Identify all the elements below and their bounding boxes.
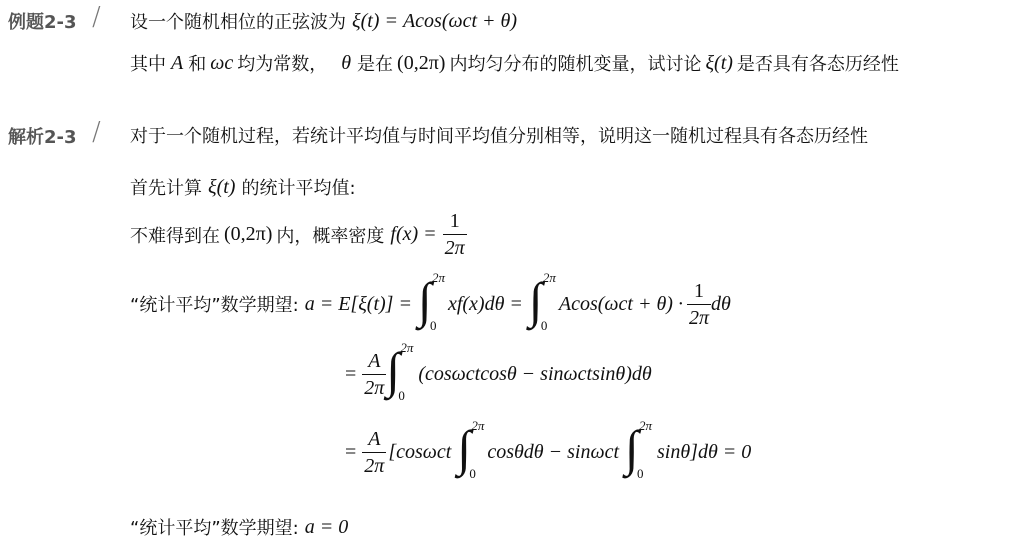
density-fraction-num: 1 bbox=[449, 210, 460, 232]
example-line-1-text: 设一个随机相位的正弦波为 bbox=[130, 12, 346, 33]
solution-line-3 bbox=[130, 210, 467, 259]
equation-3-eq: = bbox=[345, 440, 357, 463]
integral-1-lower: 0 bbox=[429, 318, 437, 333]
solution-line-2 bbox=[130, 174, 356, 200]
density-fraction bbox=[443, 210, 467, 259]
equation-1-dtheta: dθ bbox=[711, 292, 731, 315]
integral-sign-1: ∫ 2π 0 bbox=[417, 270, 445, 333]
equation-2-fraction-num: A bbox=[368, 349, 381, 372]
equation-2-fraction bbox=[362, 350, 386, 399]
equation-1-fraction-den: 2π bbox=[687, 304, 711, 329]
equation-1 bbox=[130, 270, 731, 333]
solution-tag: 解析2-3 bbox=[8, 127, 77, 148]
equation-3-a: [cosωct bbox=[388, 440, 452, 463]
equation-2-fraction-den: 2π bbox=[362, 374, 386, 399]
expect-label: “统计平均”数学期望: bbox=[130, 295, 299, 316]
solution-line-3-f: f(x) = bbox=[390, 223, 437, 245]
final-line bbox=[130, 514, 348, 540]
equation-1-right: Acos(ωct + θ) · bbox=[558, 292, 683, 315]
solution-line-2-xi: ξ(t) bbox=[208, 175, 236, 198]
equation-1-mid: xf(x)dθ = bbox=[447, 292, 523, 315]
integral-sign-2: ∫ 2π 0 bbox=[528, 270, 556, 333]
equation-3-b: cosθdθ − sinωct bbox=[487, 440, 620, 463]
integral-5-upper: 2π bbox=[639, 418, 653, 433]
integral-2-upper: 2π bbox=[542, 270, 556, 285]
example-line-2-end: 是否具有各态历经性 bbox=[736, 54, 899, 75]
example-line-2-const: 均为常数， bbox=[237, 54, 328, 75]
solution-line-2-a: 首先计算 bbox=[130, 178, 202, 199]
example-line-2 bbox=[130, 50, 899, 76]
example-line-2-interval: (0,2π) bbox=[397, 51, 446, 74]
integral-sign-3: ∫ 2π 0 bbox=[386, 340, 414, 403]
equation-2-eq: = bbox=[345, 362, 357, 385]
example-line-2-xi: ξ(t) bbox=[705, 51, 733, 74]
example-slash: / bbox=[92, 2, 101, 32]
integral-3-lower: 0 bbox=[398, 388, 405, 403]
integral-5-lower: 0 bbox=[637, 466, 644, 481]
integral-sign-4: ∫ 2π 0 bbox=[457, 418, 485, 481]
solution-line-3-interval: (0,2π) bbox=[224, 223, 273, 245]
solution-line-1: 对于一个随机过程，若统计平均值与时间平均值分别相等，说明这一随机过程具有各态历经性 bbox=[130, 126, 868, 147]
equation-1-fraction-num: 1 bbox=[693, 279, 704, 302]
solution-line-2-b: 的统计平均值: bbox=[241, 178, 356, 199]
example-line-2-a: 其中 bbox=[130, 54, 166, 75]
integral-sign-5: ∫ 2π 0 bbox=[625, 418, 653, 481]
final-label: “统计平均”数学期望: bbox=[130, 518, 299, 539]
equation-3-fraction bbox=[362, 428, 386, 477]
example-line-2-A: A bbox=[171, 51, 184, 74]
solution-line-3-b: 内，概率密度 bbox=[276, 225, 385, 247]
equation-3-c: sinθ]dθ = 0 bbox=[657, 440, 752, 463]
equation-1-left: a = E[ξ(t)] = bbox=[304, 292, 412, 315]
integral-4-lower: 0 bbox=[469, 466, 476, 481]
integral-1-upper: 2π bbox=[431, 270, 445, 285]
integral-2-lower: 0 bbox=[540, 318, 548, 333]
equation-3-fraction-num: A bbox=[368, 427, 381, 450]
equation-2 bbox=[345, 340, 652, 403]
equation-1-fraction bbox=[687, 280, 711, 329]
example-line-2-rest: 内均匀分布的随机变量，试讨论 bbox=[449, 54, 702, 75]
final-equation: a = 0 bbox=[304, 515, 349, 538]
density-fraction-den: 2π bbox=[443, 234, 467, 259]
equation-3 bbox=[345, 418, 752, 481]
example-line-2-and: 和 bbox=[188, 54, 207, 75]
example-line-2-is: 是在 bbox=[357, 54, 394, 75]
solution-line-3-a: 不难得到在 bbox=[130, 225, 220, 247]
equation-3-fraction-den: 2π bbox=[362, 452, 386, 477]
integral-4-upper: 2π bbox=[471, 418, 485, 433]
example-line-2-wc: ωc bbox=[210, 51, 234, 74]
example-line-2-theta: θ bbox=[341, 51, 352, 74]
example-tag: 例题2-3 bbox=[8, 12, 77, 33]
integral-3-upper: 2π bbox=[400, 340, 414, 355]
example-line-1 bbox=[130, 8, 517, 34]
example-line-1-formula: ξ(t) = Acos(ωct + θ) bbox=[352, 9, 518, 32]
solution-slash: / bbox=[92, 117, 101, 147]
equation-2-body: (cosωctcosθ − sinωctsinθ)dθ bbox=[418, 362, 652, 385]
